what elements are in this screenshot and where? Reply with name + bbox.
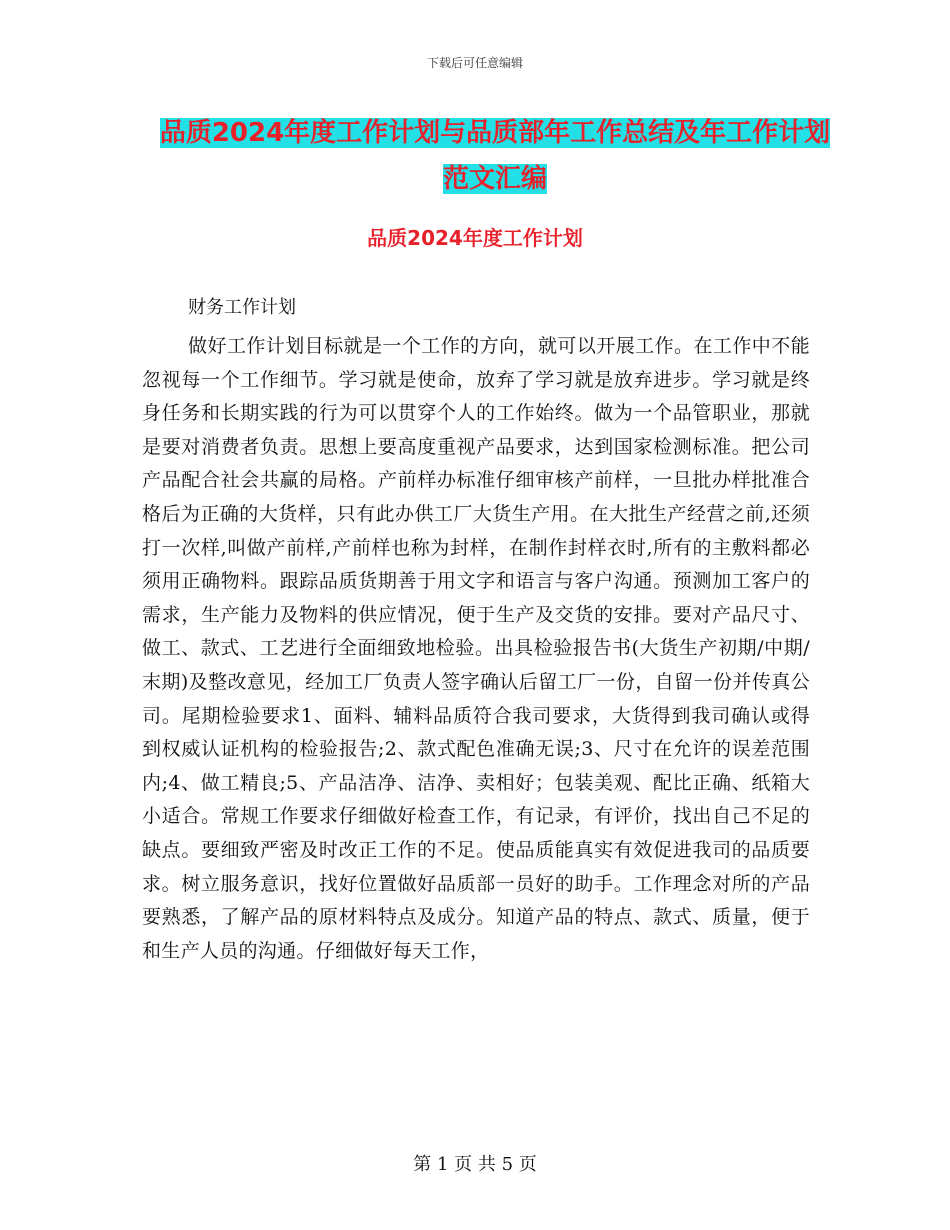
- header-note: 下载后可任意编辑: [426, 56, 523, 70]
- page-footer: 第 1 页 共 5 页: [413, 1154, 537, 1175]
- document-title: [150, 110, 840, 202]
- body-paragraph: 做好工作计划目标就是一个工作的方向，就可以开展工作。在工作中不能忽视每一个工作细节。学习就是使命，放弃了学习就是放弃进步。学习就是终身任务和长期实践的行为可以贯穿个人的工作始终。做为一个品管职业，那就是要对消费者负责。思想上要高度重视产品要求，达到国家检测标准。把公司产品配合社会共赢的局格。产前样办标准仔细审核产前样，一旦批办样批准合格后为正确的大货样，只有此办供工厂大货生产用。在大批生产经营之前,还须打一次样,叫做产前样,产前样也称为封样，在制作封样衣时,所有的主敷料都必须用正确物料。跟踪品质货期善于用文字和语言与客户沟通。预测加工客户的需求，生产能力及物料的供应情况，便于生产及交货的安排。要对产品尺寸、做工、款式、工艺进行全面细致地检验。出具检验报告书(大货生产初期/中期/末期)及整改意见，经加工厂负责人签字确认后留工厂一份，自留一份并传真公司。尾期检验要求1、面料、辅料品质符合我司要求，大货得到我司确认或得到权威认证机构的检验报告;2、款式配色准确无误;3、尺寸在允许的误差范围内;4、做工精良;5、产品洁净、洁净、卖相好；包装美观、配比正确、纸箱大小适合。常规工作要求仔细做好检查工作，有记录，有评价，找出自己不足的缺点。要细致严密及时改正工作的不足。使品质能真实有效促进我司的品质要求。树立服务意识，找好位置做好品质部一员好的助手。工作理念对所的产品要熟悉，了解产品的原材料特点及成分。知道产品的特点、款式、质量，便于和生产人员的沟通。仔细做好每天工作，: [142, 335, 810, 962]
- document-title-text: 品质2024年度工作计划与品质部年工作总结及年工作计划范文汇编: [159, 118, 831, 194]
- sub-heading: 财务工作计划: [188, 297, 296, 318]
- section-title: 品质2024年度工作计划: [367, 226, 583, 250]
